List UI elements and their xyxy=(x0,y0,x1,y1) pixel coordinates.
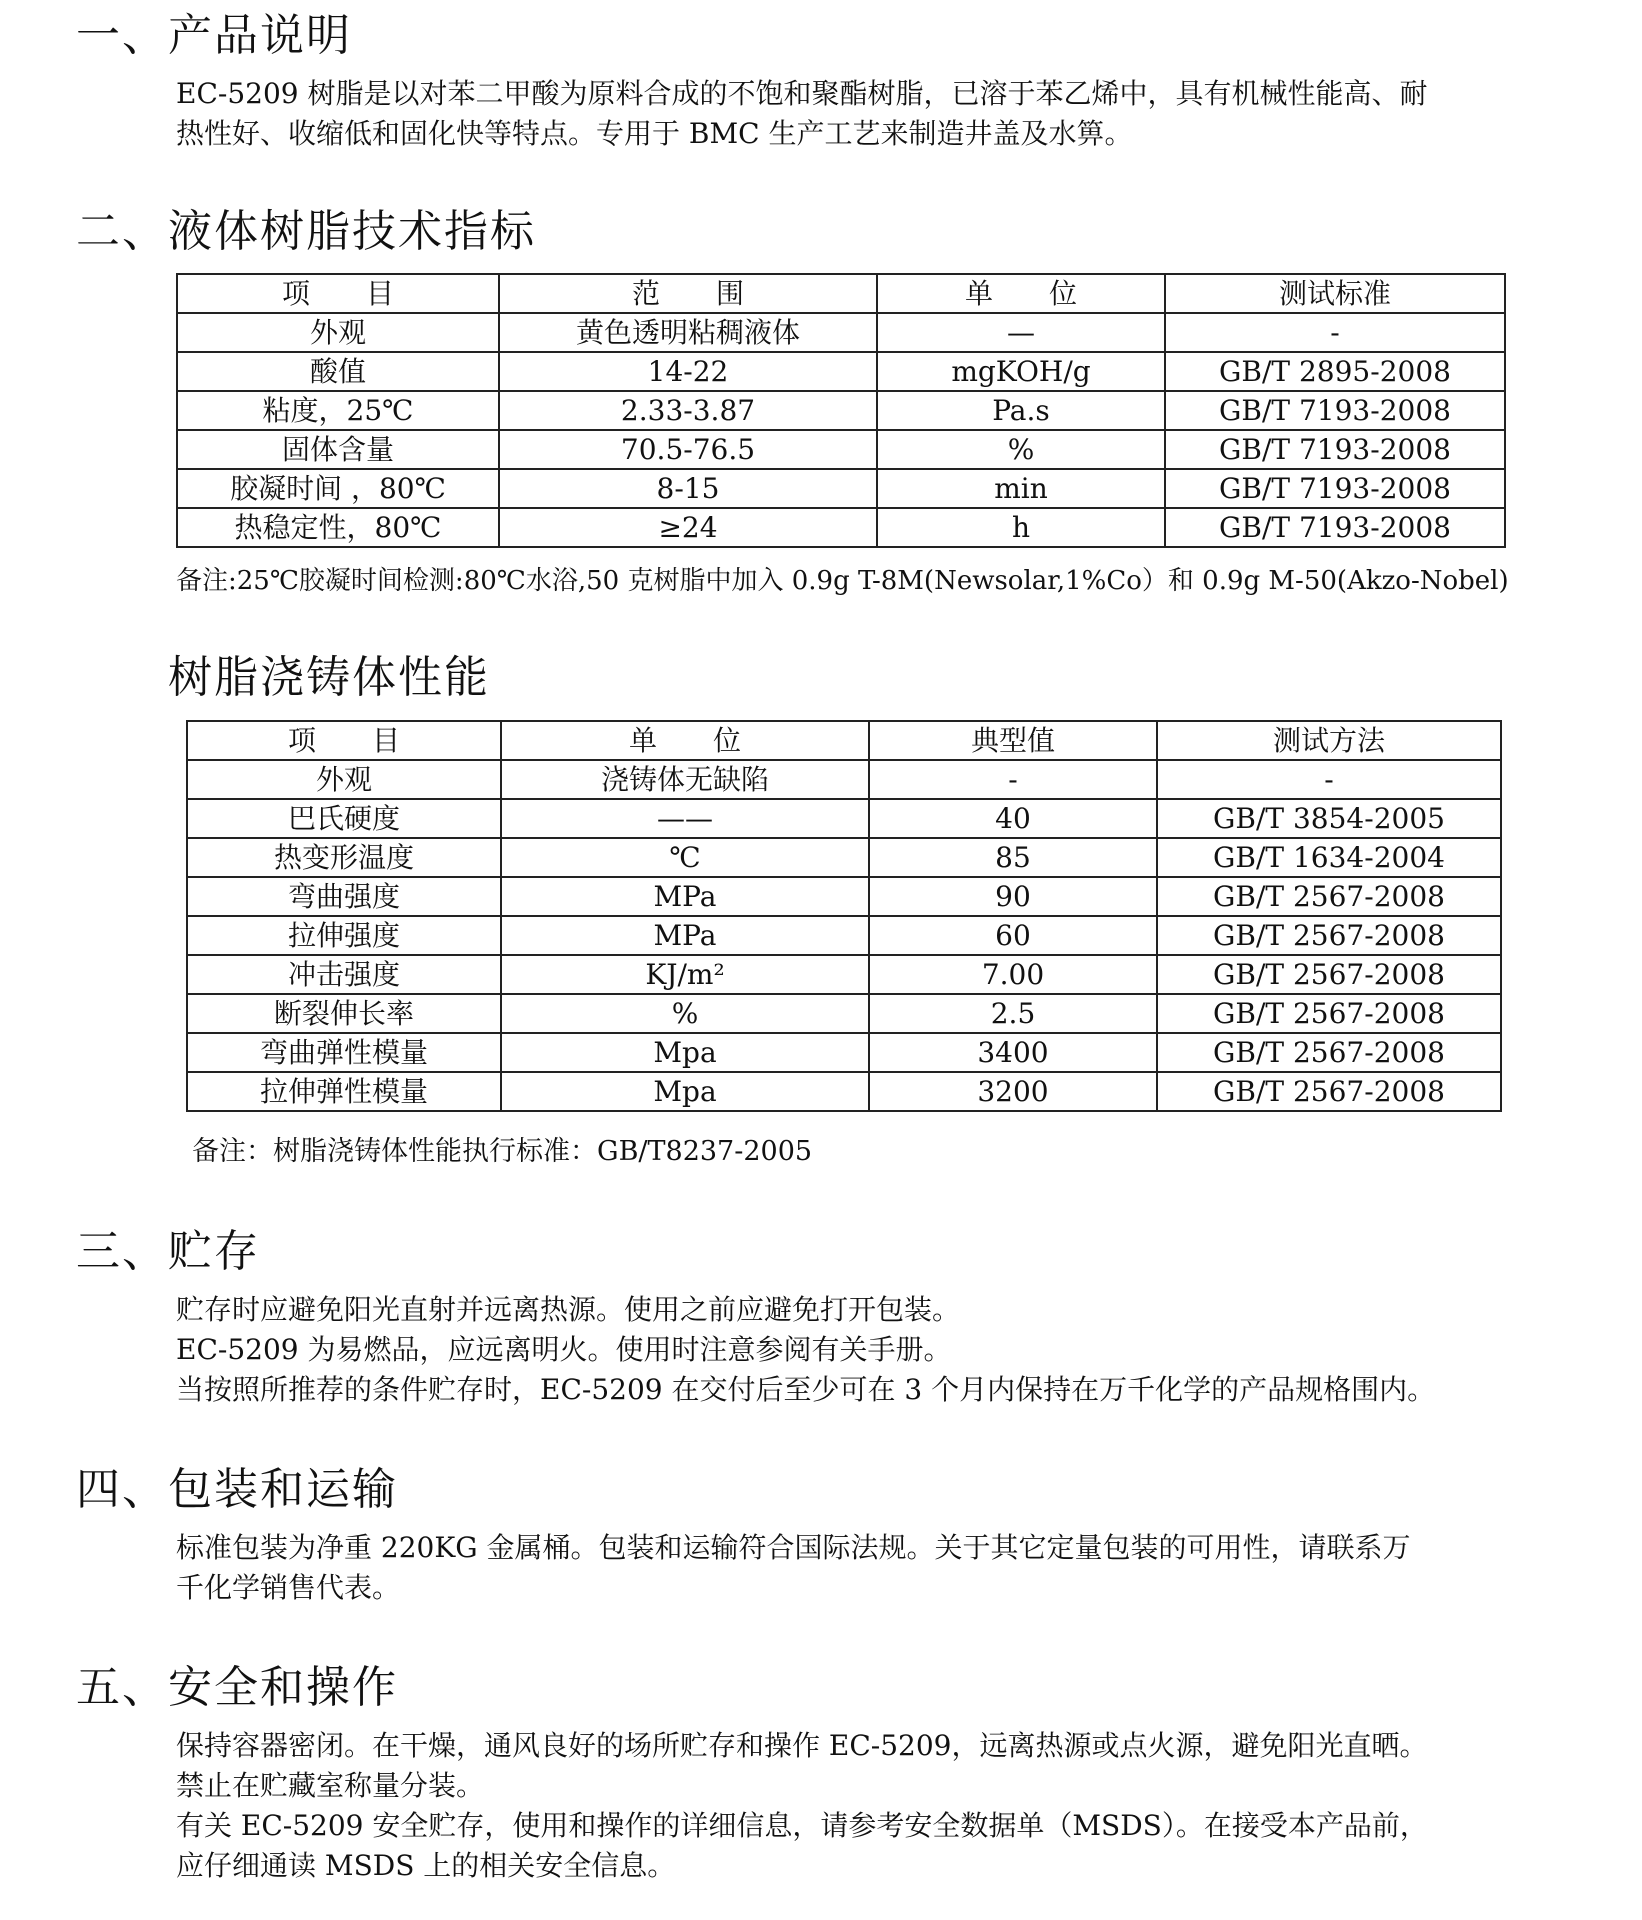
section-3-line: EC-5209 为易燃品，应远离明火。使用时注意参阅有关手册。 xyxy=(176,1333,952,1366)
table-cell: 3200 xyxy=(869,1072,1157,1111)
table-cell: MPa xyxy=(501,916,869,955)
section-4-line: 千化学销售代表。 xyxy=(176,1571,401,1604)
table-cell: 巴氏硬度 xyxy=(187,799,501,838)
table-cell: mgKOH/g xyxy=(877,352,1165,391)
table-cell: 粘度，25℃ xyxy=(177,391,499,430)
table-cell: min xyxy=(877,469,1165,508)
section-2-heading: 二、液体树脂技术指标 xyxy=(76,206,536,257)
table-cell: Pa.s xyxy=(877,391,1165,430)
header-cell: 范 围 xyxy=(499,274,877,313)
table-row xyxy=(187,955,1501,994)
table-row xyxy=(187,877,1501,916)
liquid-resin-note: 备注:25℃胶凝时间检测:80℃水浴,50 克树脂中加入 0.9g T-8M(Newsolar,1%Co）和 0.9g M-50(Akzo-Nobel) xyxy=(176,566,1509,596)
section-5-line: 保持容器密闭。在干燥，通风良好的场所贮存和操作 EC-5209，远离热源或点火源，避免阳光直晒。 xyxy=(176,1729,1428,1762)
table-cell: % xyxy=(877,430,1165,469)
table-cell: 拉伸强度 xyxy=(187,916,501,955)
table-cell: MPa xyxy=(501,877,869,916)
table-cell: 冲击强度 xyxy=(187,955,501,994)
section-5-line: 有关 EC-5209 安全贮存，使用和操作的详细信息，请参考安全数据单（MSDS）。在接受本产品前， xyxy=(176,1809,1428,1842)
table-cell: GB/T 2567-2008 xyxy=(1157,1033,1501,1072)
section-3-heading: 三、贮存 xyxy=(76,1226,260,1277)
table-cell: 浇铸体无缺陷 xyxy=(501,760,869,799)
table-cell: 90 xyxy=(869,877,1157,916)
table-cell: 断裂伸长率 xyxy=(187,994,501,1033)
table-cell: GB/T 2567-2008 xyxy=(1157,916,1501,955)
table-row xyxy=(177,430,1505,469)
liquid-resin-spec-table xyxy=(176,273,1506,548)
header-cell: 单 位 xyxy=(877,274,1165,313)
section-5-heading: 五、安全和操作 xyxy=(76,1662,398,1713)
table-cell: — xyxy=(877,313,1165,352)
section-4-heading: 四、包装和运输 xyxy=(76,1464,398,1515)
table-cell: - xyxy=(1157,760,1501,799)
table-row xyxy=(177,313,1505,352)
table-cell: 3400 xyxy=(869,1033,1157,1072)
table-row xyxy=(177,391,1505,430)
table-cell: —— xyxy=(501,799,869,838)
cast-properties-table xyxy=(186,720,1502,1112)
table-cell: 2.33-3.87 xyxy=(499,391,877,430)
table-cell: % xyxy=(501,994,869,1033)
section-4-line: 标准包装为净重 220KG 金属桶。包装和运输符合国际法规。关于其它定量包装的可用性，请联系万 xyxy=(176,1531,1411,1564)
header-cell: 测试方法 xyxy=(1157,721,1501,760)
header-cell: 测试标准 xyxy=(1165,274,1505,313)
table-cell: GB/T 3854-2005 xyxy=(1157,799,1501,838)
table-cell: 黄色透明粘稠液体 xyxy=(499,313,877,352)
table-row xyxy=(187,916,1501,955)
header-cell: 典型值 xyxy=(869,721,1157,760)
header-cell: 项 目 xyxy=(187,721,501,760)
table-cell: 外观 xyxy=(187,760,501,799)
table-row xyxy=(187,838,1501,877)
section-3-line: 贮存时应避免阳光直射并远离热源。使用之前应避免打开包装。 xyxy=(176,1293,961,1326)
table-cell: GB/T 7193-2008 xyxy=(1165,469,1505,508)
section-1-line: 热性好、收缩低和固化快等特点。专用于 BMC 生产工艺来制造井盖及水箅。 xyxy=(176,117,1133,150)
table-cell: 固体含量 xyxy=(177,430,499,469)
table-cell: GB/T 7193-2008 xyxy=(1165,430,1505,469)
cast-properties-heading: 树脂浇铸体性能 xyxy=(168,652,490,703)
table-cell: GB/T 7193-2008 xyxy=(1165,391,1505,430)
table-cell: 70.5-76.5 xyxy=(499,430,877,469)
table-cell: GB/T 7193-2008 xyxy=(1165,508,1505,547)
section-1-line: EC-5209 树脂是以对苯二甲酸为原料合成的不饱和聚酯树脂，已溶于苯乙烯中，具有机械性能高、耐 xyxy=(176,77,1428,110)
table-cell: 弯曲强度 xyxy=(187,877,501,916)
table-cell: GB/T 2895-2008 xyxy=(1165,352,1505,391)
table-cell: 拉伸弹性模量 xyxy=(187,1072,501,1111)
table-cell: 40 xyxy=(869,799,1157,838)
table-cell: ℃ xyxy=(501,838,869,877)
table-row xyxy=(177,469,1505,508)
table-header-row xyxy=(177,274,1505,313)
table-cell: - xyxy=(869,760,1157,799)
table-cell: Mpa xyxy=(501,1072,869,1111)
table-cell: KJ/m² xyxy=(501,955,869,994)
header-cell: 单 位 xyxy=(501,721,869,760)
table-cell: 外观 xyxy=(177,313,499,352)
table-cell: 85 xyxy=(869,838,1157,877)
section-1-heading: 一、产品说明 xyxy=(76,10,352,61)
table-cell: GB/T 1634-2004 xyxy=(1157,838,1501,877)
section-5-line: 禁止在贮藏室称量分装。 xyxy=(176,1769,485,1802)
cast-properties-note: 备注：树脂浇铸体性能执行标准：GB/T8237-2005 xyxy=(192,1136,813,1167)
table-header-row xyxy=(187,721,1501,760)
table-cell: 酸值 xyxy=(177,352,499,391)
table-row xyxy=(177,352,1505,391)
table-row xyxy=(187,799,1501,838)
table-cell: 7.00 xyxy=(869,955,1157,994)
section-5-line: 应仔细通读 MSDS 上的相关安全信息。 xyxy=(176,1849,676,1882)
table-cell: - xyxy=(1165,313,1505,352)
table-row xyxy=(187,1033,1501,1072)
table-cell: GB/T 2567-2008 xyxy=(1157,877,1501,916)
table-row xyxy=(187,760,1501,799)
table-cell: GB/T 2567-2008 xyxy=(1157,1072,1501,1111)
table-cell: GB/T 2567-2008 xyxy=(1157,994,1501,1033)
header-cell: 项 目 xyxy=(177,274,499,313)
table-cell: h xyxy=(877,508,1165,547)
table-row xyxy=(187,994,1501,1033)
table-cell: 60 xyxy=(869,916,1157,955)
table-cell: 14-22 xyxy=(499,352,877,391)
table-row xyxy=(187,1072,1501,1111)
table-cell: GB/T 2567-2008 xyxy=(1157,955,1501,994)
table-cell: 热稳定性，80℃ xyxy=(177,508,499,547)
table-cell: Mpa xyxy=(501,1033,869,1072)
table-cell: ≥24 xyxy=(499,508,877,547)
section-3-line: 当按照所推荐的条件贮存时，EC-5209 在交付后至少可在 3 个月内保持在万千化学的产品规格围内。 xyxy=(176,1373,1436,1406)
table-cell: 热变形温度 xyxy=(187,838,501,877)
table-row xyxy=(177,508,1505,547)
table-cell: 胶凝时间 ，80℃ xyxy=(177,469,499,508)
table-cell: 弯曲弹性模量 xyxy=(187,1033,501,1072)
table-cell: 8-15 xyxy=(499,469,877,508)
table-cell: 2.5 xyxy=(869,994,1157,1033)
